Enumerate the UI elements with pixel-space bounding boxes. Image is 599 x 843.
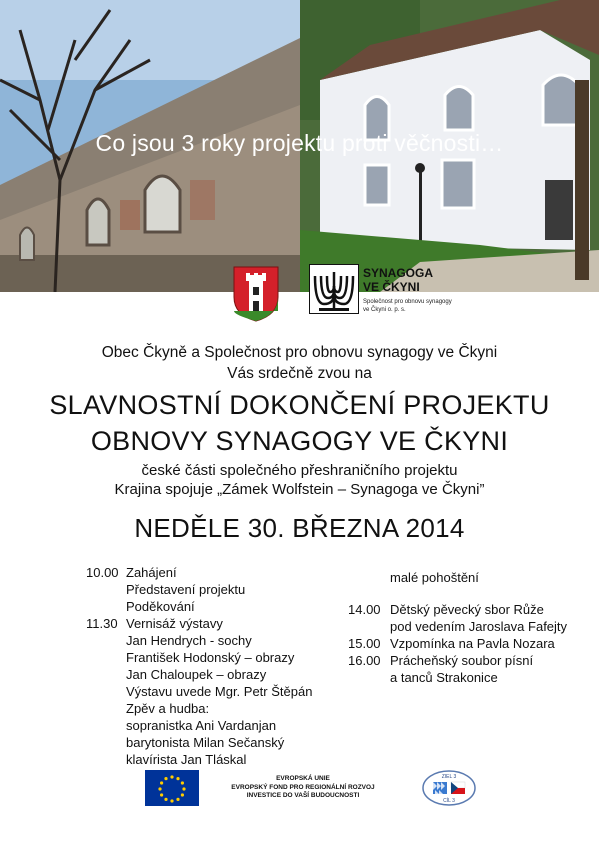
eu-flag-icon xyxy=(145,770,199,806)
ziel-label: ZIEL 3 xyxy=(441,774,457,780)
program-item: Zahájení xyxy=(126,565,177,580)
program-time: 14.00 xyxy=(348,602,381,617)
subtitle-line1: české části společného přeshraničního projektu xyxy=(141,462,458,479)
program-item: pod vedením Jaroslava Fafejty xyxy=(390,619,568,634)
event-date: NEDĚLE 30. BŘEZNA 2014 xyxy=(134,513,465,543)
program-item: Vernisáž výstavy xyxy=(126,616,223,631)
program-item: Představení projektu xyxy=(126,582,246,597)
program-item: Jan Hendrych - sochy xyxy=(126,633,252,648)
program-item: Vzpomínka na Pavla Nozara xyxy=(390,636,555,651)
program-time: 11.30 xyxy=(86,616,118,631)
program-item: sopranistka Ani Vardanjan xyxy=(126,718,277,733)
eu-line2: EVROPSKÝ FOND PRO REGIONÁLNÍ ROZVOJ xyxy=(231,783,375,791)
program-block xyxy=(390,635,555,652)
eu-line1: EVROPSKÁ UNIE xyxy=(276,775,330,782)
eu-line3: INVESTICE DO VAŠÍ BUDOUCNOSTI xyxy=(246,792,360,799)
synagoga-logo-icon xyxy=(309,264,359,314)
municipal-crest-icon xyxy=(232,265,280,323)
subtitle-line2: Krajina spojuje „Zámek Wolfstein – Synagoga ve Čkyni” xyxy=(114,481,485,498)
event-title-line1: SLAVNOSTNÍ DOKONČENÍ PROJEKTU xyxy=(49,390,550,420)
invitation-line2: Vás srdečně zvou na xyxy=(227,365,372,382)
program-item: František Hodonský – obrazy xyxy=(126,650,295,665)
synagoga-logo-text xyxy=(363,266,433,294)
synagoga-name-line2: VE ČKYNI xyxy=(363,280,420,294)
cil-label: CÍL 3 xyxy=(443,798,455,804)
ziel3-cil3-logo-icon xyxy=(421,769,477,807)
program-item: Poděkování xyxy=(126,599,195,614)
program-block xyxy=(126,615,312,768)
program-block xyxy=(390,601,567,635)
program-item: klavírista Jan Tláskal xyxy=(126,752,247,767)
invitation-line1: Obec Čkyně a Společnost pro obnovu synagogy ve Čkyni xyxy=(101,344,498,361)
eu-funding-text xyxy=(218,775,388,801)
program-block xyxy=(126,564,245,615)
program-item: Zpěv a hudba: xyxy=(126,701,210,716)
program-time: 16.00 xyxy=(348,653,381,668)
program-item: barytonista Milan Sečanský xyxy=(126,735,285,750)
program-item: a tanců Strakonice xyxy=(390,670,498,685)
program-item: Jan Chaloupek – obrazy xyxy=(126,667,267,682)
program-item: Výstavu uvede Mgr. Petr Štěpán xyxy=(126,684,313,699)
program-time: 10.00 xyxy=(86,565,119,580)
headline: Co jsou 3 roky projektu proti věčnosti… xyxy=(95,130,504,156)
synagoga-name-line1: SYNAGOGA xyxy=(363,266,434,280)
refreshment-note: malé pohoštění xyxy=(390,570,479,585)
event-title-line2: OBNOVY SYNAGOGY VE ČKYNI xyxy=(90,426,509,456)
program-item: Dětský pěvecký sbor Růže xyxy=(390,602,544,617)
program-block xyxy=(390,652,533,686)
program-time: 15.00 xyxy=(348,636,381,651)
program-item: Prácheňský soubor písní xyxy=(390,653,534,668)
synagoga-logo-subtitle: Společnost pro obnovu synagogy ve Čkyni o. p. s. xyxy=(363,299,452,313)
